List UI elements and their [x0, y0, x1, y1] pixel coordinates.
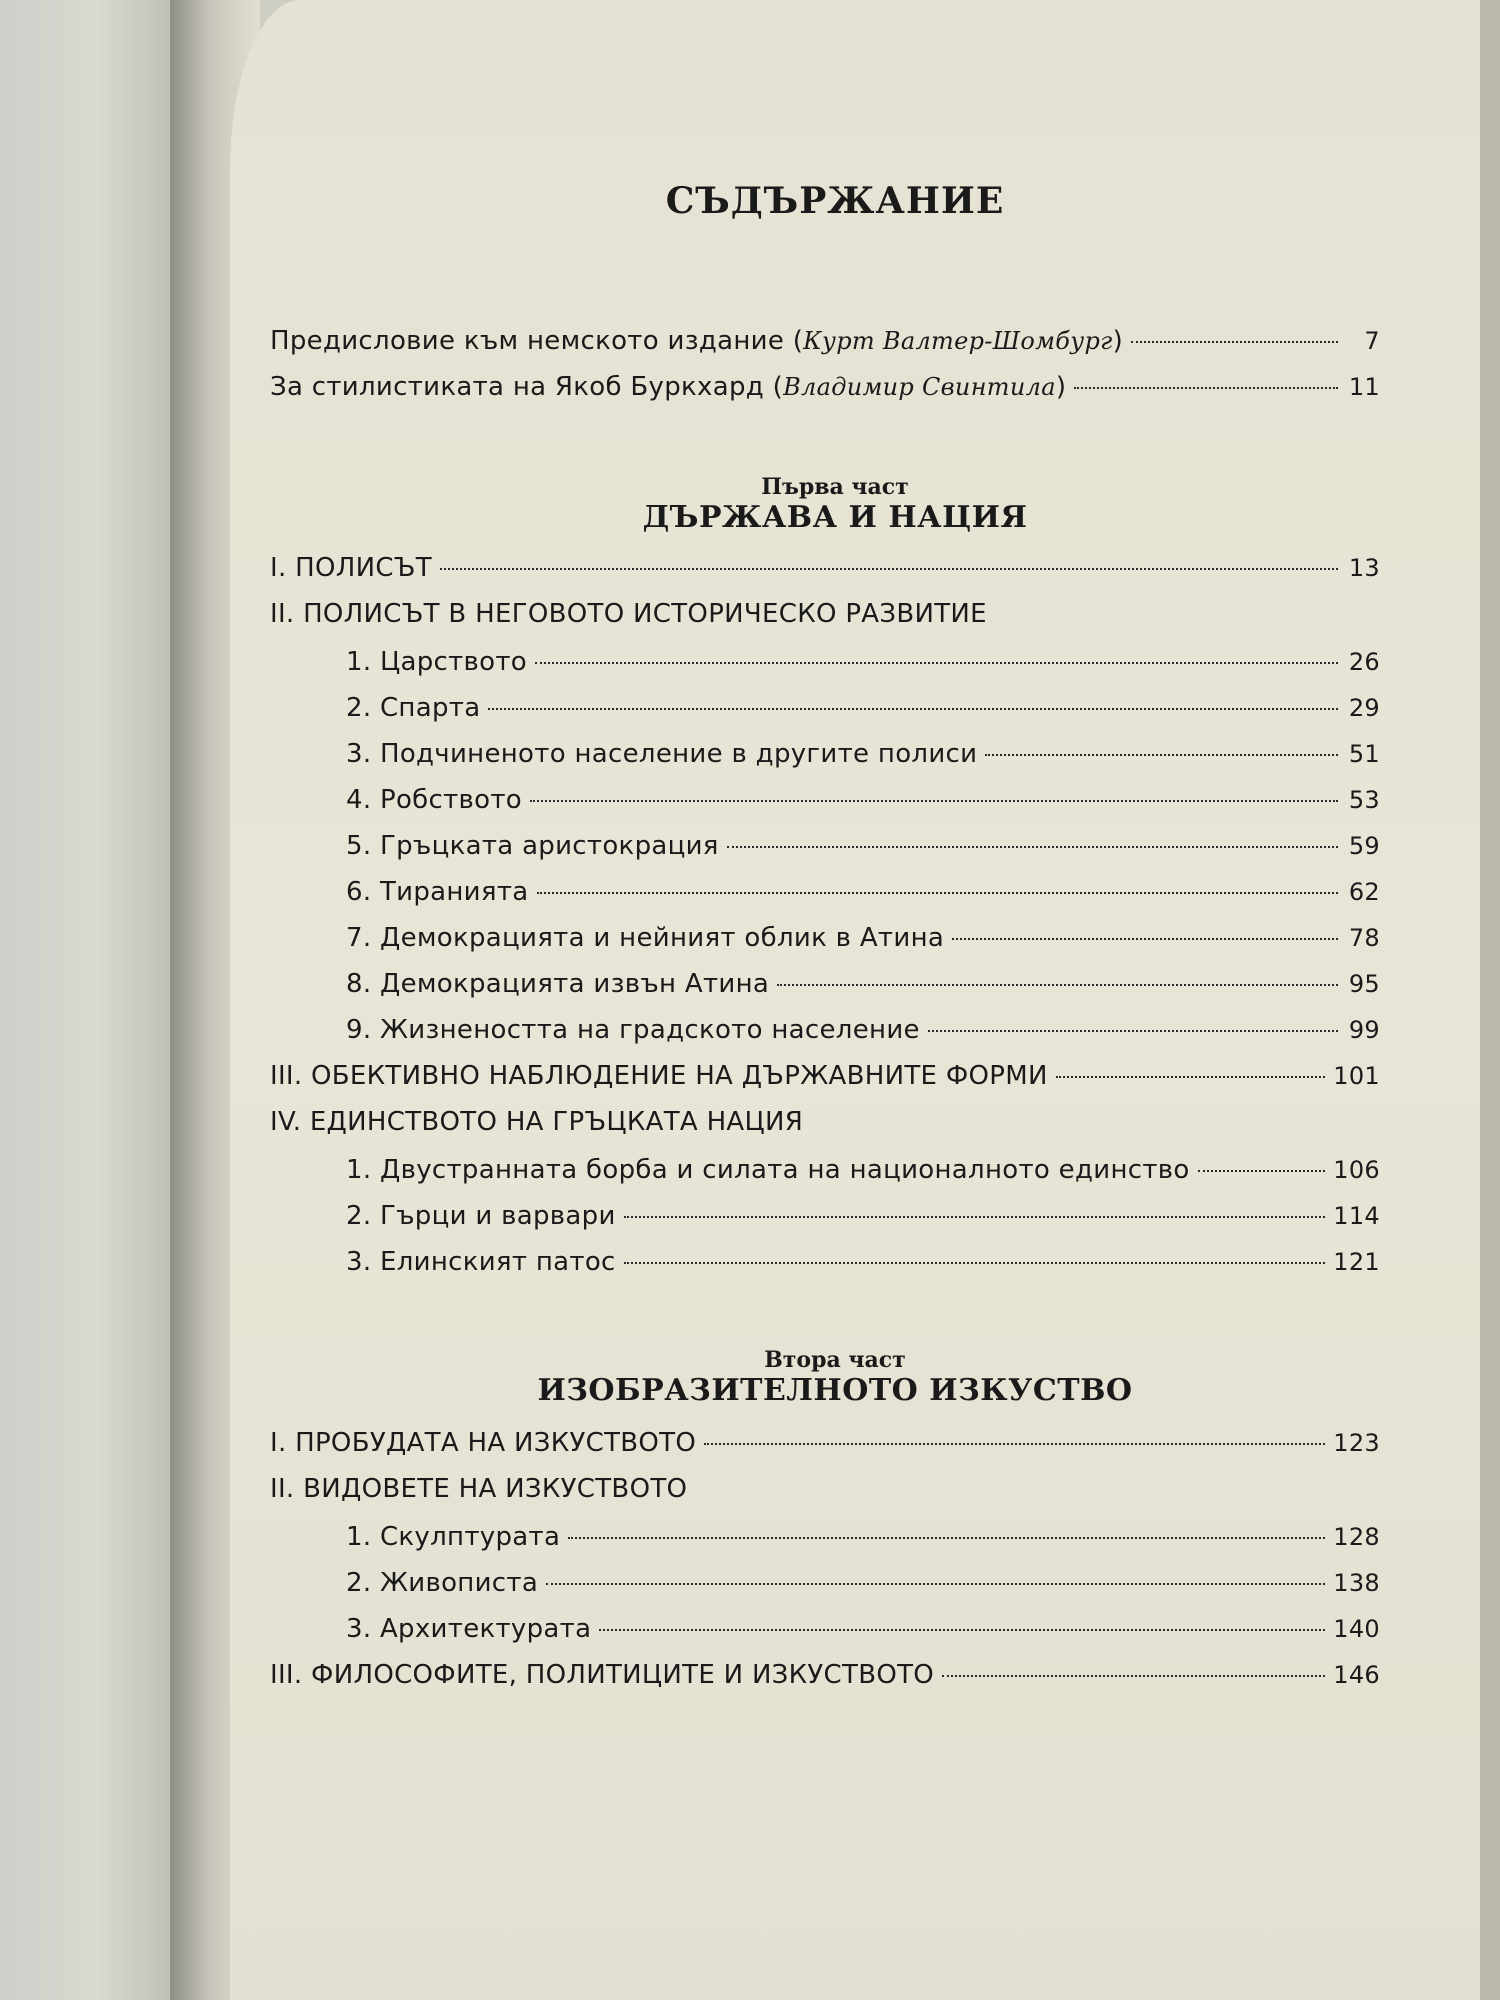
entry-label: I. ПОЛИСЪТ	[270, 553, 432, 583]
toc-entry[interactable]	[270, 1061, 1380, 1107]
toc-entry[interactable]	[270, 693, 1380, 739]
page-number: 13	[1348, 554, 1380, 582]
leader-dots	[440, 568, 1338, 570]
toc-entry[interactable]	[270, 647, 1380, 693]
page-number: 140	[1333, 1615, 1380, 1643]
entry-label: II. ПОЛИСЪТ В НЕГОВОТО ИСТОРИЧЕСКО РАЗВИТИЕ	[270, 599, 987, 629]
leader-dots	[546, 1583, 1325, 1585]
toc-entry[interactable]	[270, 923, 1380, 969]
entry-label: I. ПРОБУДАТА НА ИЗКУСТВОТО	[270, 1428, 697, 1458]
part-label: Първа част	[761, 474, 909, 500]
toc-entry[interactable]	[270, 1428, 1380, 1474]
leader-dots	[535, 662, 1338, 664]
entry-label: 3. Подчиненото население в другите полиси	[346, 739, 978, 769]
entry-author: Курт Валтер-Шомбург	[803, 327, 1113, 355]
toc-entry[interactable]	[270, 1568, 1380, 1614]
entry-label: III. ОБЕКТИВНО НАБЛЮДЕНИЕ НА ДЪРЖАВНИТЕ ФОРМИ	[270, 1061, 1048, 1091]
entry-author: Владимир Свинтила	[783, 373, 1056, 401]
page-edge	[1480, 0, 1500, 2000]
entry-label: 1. Скулптурата	[346, 1522, 561, 1552]
toc-entry[interactable]	[270, 1155, 1380, 1201]
page-number: 11	[1348, 373, 1380, 401]
leader-dots	[1131, 341, 1338, 343]
page-number: 53	[1348, 786, 1380, 814]
page-number: 62	[1348, 878, 1380, 906]
page-number: 7	[1364, 327, 1380, 355]
page-number: 78	[1348, 924, 1380, 952]
page-number: 99	[1348, 1016, 1380, 1044]
table-of-contents	[270, 180, 1380, 1706]
leader-dots	[985, 754, 1338, 756]
entry-label: 3. Елинският патос	[346, 1247, 616, 1277]
page-number: 29	[1348, 694, 1380, 722]
page-number: 95	[1348, 970, 1380, 998]
leader-dots	[488, 708, 1338, 710]
entry-label: II. ВИДОВЕТЕ НА ИЗКУСТВОТО	[270, 1474, 688, 1504]
toc-entry[interactable]	[270, 1015, 1380, 1061]
entry-label: IV. ЕДИНСТВОТО НА ГРЪЦКАТА НАЦИЯ	[270, 1107, 804, 1137]
entry-label: 6. Тиранията	[346, 877, 529, 907]
toc-entry[interactable]	[270, 1522, 1380, 1568]
leader-dots	[568, 1537, 1325, 1539]
page-number: 128	[1333, 1523, 1380, 1551]
entry-label: 2. Спарта	[346, 693, 481, 723]
leader-dots	[1074, 387, 1338, 389]
entry-label: За стилистиката на Якоб Буркхард (Владимир Свинтила)	[270, 372, 1067, 402]
leader-dots	[537, 892, 1338, 894]
toc-entry[interactable]	[270, 831, 1380, 877]
toc-entry[interactable]	[270, 969, 1380, 1015]
entry-label: 3. Архитектурата	[346, 1614, 592, 1644]
page-number: 114	[1333, 1202, 1380, 1230]
toc-entry[interactable]	[270, 1660, 1380, 1706]
toc-entry[interactable]	[270, 1247, 1380, 1293]
toc-title: СЪДЪРЖАНИЕ	[665, 180, 1005, 222]
leader-dots	[624, 1262, 1326, 1264]
leader-dots	[952, 938, 1338, 940]
part-label: Втора част	[764, 1347, 906, 1373]
entry-label: 1. Царството	[346, 647, 528, 677]
entry-label: 2. Гърци и варвари	[346, 1201, 616, 1231]
entry-label: 2. Живописта	[346, 1568, 539, 1598]
page-number: 106	[1333, 1156, 1380, 1184]
leader-dots	[624, 1216, 1326, 1218]
leader-dots	[928, 1030, 1338, 1032]
toc-entry[interactable]	[270, 877, 1380, 923]
toc-entry[interactable]	[270, 1614, 1380, 1660]
page-number: 26	[1348, 648, 1380, 676]
entry-label: III. ФИЛОСОФИТЕ, ПОЛИТИЦИТЕ И ИЗКУСТВОТО	[270, 1660, 935, 1690]
entry-label: 9. Жизнеността на градското население	[346, 1015, 920, 1045]
leader-dots	[530, 800, 1338, 802]
toc-section-heading[interactable]	[270, 1107, 1380, 1155]
leader-dots	[727, 846, 1338, 848]
page-number: 51	[1348, 740, 1380, 768]
toc-entry[interactable]	[270, 1201, 1380, 1247]
entry-label: 7. Демокрацията и нейният облик в Атина	[346, 923, 945, 953]
toc-entry-preface[interactable]	[270, 326, 1380, 372]
leader-dots	[1198, 1170, 1326, 1172]
entry-label: 4. Робството	[346, 785, 523, 815]
leader-dots	[777, 984, 1338, 986]
entry-label: Предисловие към немското издание (Курт Валтер-Шомбург)	[270, 326, 1124, 356]
toc-section-heading[interactable]	[270, 1474, 1380, 1522]
page-number: 101	[1333, 1062, 1380, 1090]
leader-dots	[599, 1629, 1325, 1631]
toc-entry[interactable]	[270, 739, 1380, 785]
toc-section-heading[interactable]	[270, 599, 1380, 647]
leader-dots	[704, 1443, 1325, 1445]
entry-label: 1. Двустранната борба и силата на националното единство	[346, 1155, 1190, 1185]
facing-page	[0, 0, 178, 2000]
page-number: 59	[1348, 832, 1380, 860]
entry-label: 5. Гръцката аристокрация	[346, 831, 719, 861]
page-number: 138	[1333, 1569, 1380, 1597]
toc-entry-stylistics[interactable]	[270, 372, 1380, 418]
part-title: ИЗОБРАЗИТЕЛНОТО ИЗКУСТВО	[537, 1373, 1133, 1408]
page-number: 121	[1333, 1248, 1380, 1276]
entry-label: 8. Демокрацията извън Атина	[346, 969, 770, 999]
part-title: ДЪРЖАВА И НАЦИЯ	[642, 500, 1028, 535]
page-number: 123	[1333, 1429, 1380, 1457]
leader-dots	[942, 1675, 1325, 1677]
page-number: 146	[1333, 1661, 1380, 1689]
toc-entry[interactable]	[270, 553, 1380, 599]
leader-dots	[1056, 1076, 1326, 1078]
toc-entry[interactable]	[270, 785, 1380, 831]
